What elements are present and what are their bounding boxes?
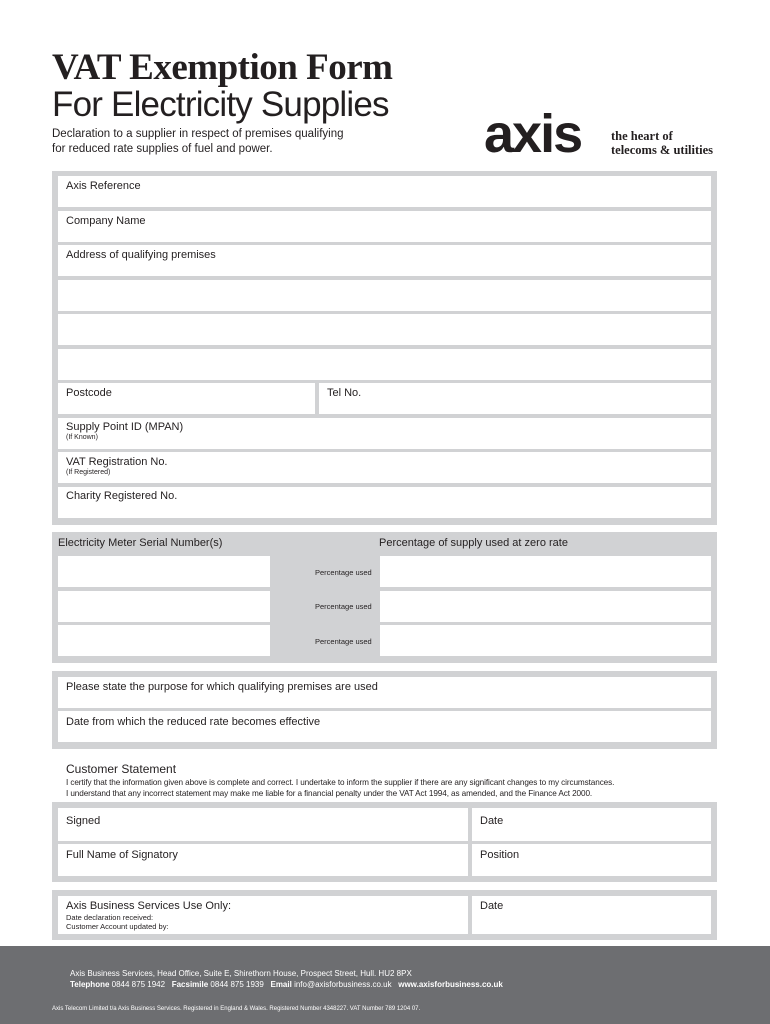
mpan-label: Supply Point ID (MPAN) (66, 421, 184, 433)
footer-address: Axis Business Services, Head Office, Suite E, Shirethorn House, Prospect Street, Hull. HU2 8PX (70, 969, 412, 978)
company-name-label: Company Name (66, 215, 146, 227)
fax-label: Facsimile (171, 980, 209, 989)
meter-serial-field-2[interactable] (58, 591, 270, 622)
office-date-label: Date (480, 900, 504, 912)
address-field-2[interactable] (58, 280, 711, 311)
percentage-field-2[interactable] (380, 591, 711, 622)
declaration-text (52, 127, 382, 157)
email-link[interactable]: info@axisforbusiness.co.uk (294, 980, 392, 989)
fax-number: 0844 875 1939 (210, 980, 264, 989)
declaration-line-2: for reduced rate supplies of fuel and power. (52, 143, 273, 155)
tagline-line-2: telecoms & utilities (611, 143, 714, 157)
tel-field[interactable] (319, 383, 711, 414)
company-name-field[interactable] (58, 211, 711, 242)
meter-header: Electricity Meter Serial Number(s) (58, 537, 223, 549)
address-label: Address of qualifying premises (66, 249, 216, 261)
position-label: Position (480, 849, 520, 861)
signature-date-label: Date (480, 815, 504, 827)
office-use-line-1: Date declaration received: (66, 913, 154, 922)
telephone-label: Telephone (70, 980, 110, 989)
form-title: VAT Exemption Form (52, 47, 393, 88)
date-effective-label: Date from which the reduced rate becomes effective (66, 716, 321, 728)
vat-registration-label: VAT Registration No. (66, 456, 168, 468)
meter-serial-field-1[interactable] (58, 556, 270, 587)
axis-logo: axis (484, 104, 582, 164)
charity-label: Charity Registered No. (66, 490, 178, 502)
office-use-line-2: Customer Account updated by: (66, 922, 169, 931)
footer-contact (70, 980, 503, 989)
address-field-4[interactable] (58, 349, 711, 380)
meter-serial-field-3[interactable] (58, 625, 270, 656)
logo-tagline (611, 129, 713, 157)
mpan-note: (If Known) (66, 434, 98, 441)
tagline-line-1: the heart of (611, 129, 673, 143)
office-date-field[interactable] (472, 896, 711, 934)
postcode-label: Postcode (66, 387, 112, 399)
footer-legal: Axis Telecom Limited t/a Axis Business Services. Registered in England & Wales. Registered Number 4348227. VAT Number 789 1204 07. (52, 1006, 421, 1012)
axis-reference-label: Axis Reference (66, 180, 141, 192)
axis-reference-field[interactable] (58, 176, 711, 207)
signature-date-field[interactable] (472, 808, 711, 841)
signed-field[interactable] (58, 808, 468, 841)
full-name-label: Full Name of Signatory (66, 849, 178, 861)
statement-line-1: I certify that the information given above is complete and correct. I undertake to inform the supplier if there are any significant changes to my circumstances. (66, 778, 615, 787)
signed-label: Signed (66, 815, 101, 827)
percentage-field-1[interactable] (380, 556, 711, 587)
percent-header: Percentage of supply used at zero rate (379, 537, 568, 549)
vat-registration-note: (If Registered) (66, 469, 111, 476)
percentage-used-label-2: Percentage used (315, 602, 372, 611)
customer-statement-heading: Customer Statement (66, 762, 177, 776)
email-label: Email (270, 980, 292, 989)
address-field-3[interactable] (58, 314, 711, 345)
tel-label: Tel No. (327, 387, 362, 399)
percentage-field-3[interactable] (380, 625, 711, 656)
statement-line-2: I understand that any incorrect statement may make me liable for a financial penalty under the VAT Act 1994, as amended, and the Finance Act 2000. (66, 789, 593, 798)
website-link[interactable]: www.axisforbusiness.co.uk (398, 980, 503, 989)
percentage-used-label-3: Percentage used (315, 637, 372, 646)
telephone-number: 0844 875 1942 (111, 980, 166, 989)
declaration-line-1: Declaration to a supplier in respect of premises qualifying (52, 128, 344, 140)
percentage-used-label-1: Percentage used (315, 568, 372, 577)
office-use-heading: Axis Business Services Use Only: (66, 900, 232, 912)
form-subtitle: For Electricity Supplies (52, 85, 389, 124)
purpose-label: Please state the purpose for which qualifying premises are used (66, 681, 378, 693)
